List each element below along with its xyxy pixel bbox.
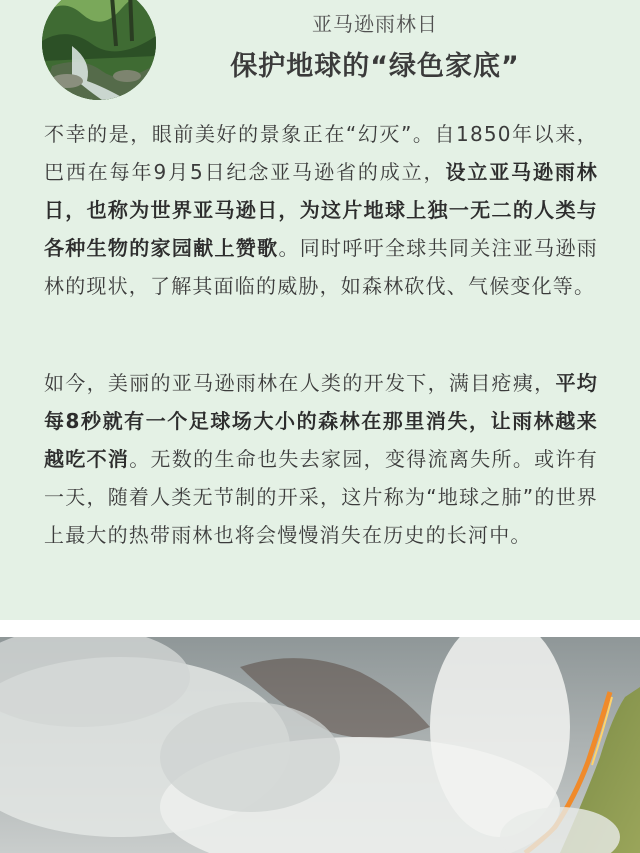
forest-stream-photo (42, 0, 156, 100)
rainforest-fire-aerial-photo (0, 637, 640, 853)
paragraph-2 (44, 364, 598, 554)
section-kicker: 亚马逊雨林日 (312, 12, 438, 36)
paragraph-1-text-b: 。同时呼吁全球共同关注亚马逊雨林的现状，了解其面临的威胁，如森林砍伐、气候变化等。 (44, 236, 599, 298)
page-title: 保护地球的“绿色家底” (230, 51, 520, 82)
paragraph-2-bold: 平均每8秒就有一个足球场大小的森林在那里消失，让雨林越来越吃不消 (44, 371, 598, 471)
paragraph-1 (44, 115, 598, 305)
paragraph-2-text-a: 如今，美丽的亚马逊雨林在人类的开发下，满目疮痍， (44, 371, 556, 395)
paragraph-1-text-a: 不幸的是，眼前美好的景象正在“幻灭”。自1850年以来，巴西在每年9月5日纪念亚马逊省的成立， (44, 122, 598, 184)
paragraph-1-bold: 设立亚马逊雨林日，也称为世界亚马逊日，为这片地球上独一无二的人类与各种生物的家园献上赞歌 (44, 160, 599, 260)
paragraph-2-text-b: 。无数的生命也失去家园，变得流离失所。或许有一天，随着人类无节制的开采，这片称为“地球之肺”的世界上最大的热带雨林也将会慢慢消失在历史的长河中。 (44, 447, 598, 547)
